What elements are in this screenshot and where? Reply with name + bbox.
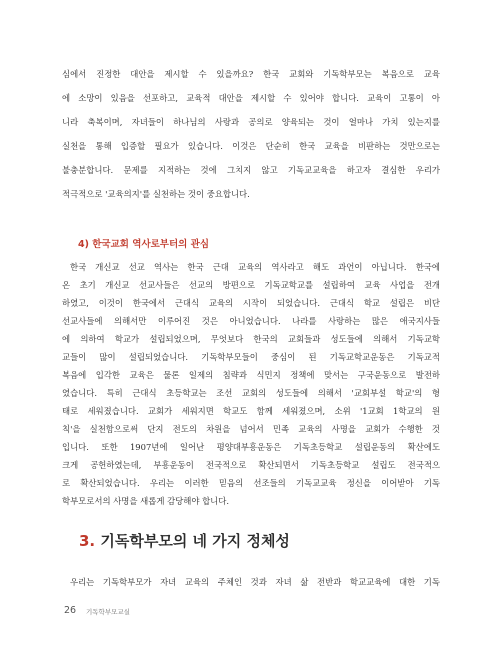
- text-line: 우리는 기독학부모가 자녀 교육의 주체인 것과 자녀 삶 전반과 학교교육에 대한 기독: [70, 577, 440, 587]
- text-line: 에 소망이 있음을 선포하고, 교육적 대안을 제시할 수 있어야 합니다. 교육이 고통이 아: [62, 93, 440, 103]
- text-line: 복음에 입각한 교육은 물론 일제의 침략과 식민지 정책에 맞서는 구국운동으로 발전하: [62, 370, 440, 380]
- text-line: 적극적으로 '교육의지'를 실천하는 것이 중요합니다.: [62, 189, 250, 199]
- text-line: 심에서 진정한 대안을 제시할 수 있을까요? 한국 교회와 기독학부모는 복음으로 교육: [62, 69, 440, 79]
- text-line: 입니다. 또한 1907년에 일어난 평양대부흥운동은 기독초등학교 설립운동의 확산에도: [62, 442, 440, 452]
- text-line: 온 초기 개신교 선교사들은 선교의 방편으로 기독교학교를 설립하여 교육 사업을 전개: [62, 280, 440, 290]
- text-line: 한국 개신교 선교 역사는 한국 근대 교육의 역사라고 해도 과언이 아닙니다. 한국에: [70, 262, 440, 272]
- chapter-number: 3.: [79, 532, 96, 550]
- text-line: 태로 세워졌습니다. 교회가 세워지면 학교도 함께 세워졌으며, 소위 '1교회 1학교의 원: [62, 406, 440, 416]
- text-line: 교들이 많이 설립되었습니다. 기독학부모들이 중심이 된 기독교학교운동은 기독교적: [62, 352, 440, 362]
- page-number: 26: [64, 605, 77, 616]
- text-line: 선교사들에 의해서만 이루어진 것은 아니었습니다. 나라를 사랑하는 많은 애국지사들: [62, 316, 440, 326]
- section-heading: 4) 한국교회 역사로부터의 관심: [78, 239, 209, 250]
- text-line: 니라 축복이며, 자녀들이 하나님의 사랑과 공의로 양육되는 것이 얼마나 가치 있는지를: [62, 117, 440, 127]
- text-line: 불충분합니다. 문제를 지적하는 것에 그치지 않고 기독교교육을 하고자 결심한 우리가: [62, 165, 440, 175]
- text-line: 하였고, 이것이 한국에서 근대식 교육의 시작이 되었습니다. 근대식 학교 설립은 비단: [62, 298, 440, 308]
- text-line: 였습니다. 특히 근대식 초등학교는 조선 교회의 성도들에 의해서 '교회부설 학교'의 형: [62, 388, 440, 398]
- text-line: 로 확산되었습니다. 우리는 이러한 믿음의 선조들의 기독교교육 정신을 이어받아 기독: [62, 478, 440, 488]
- text-line: 칙'을 실천함으로써 단지 전도의 차원을 넘어서 민족 교육의 사명을 교회가 수행한 것: [62, 424, 440, 434]
- chapter-title: 기독학부모의 네 가지 정체성: [100, 532, 290, 550]
- text-line: 실천을 통해 입증할 필요가 있습니다. 이것은 단순히 한국 교육을 비판하는 것만으로는: [62, 141, 440, 151]
- chapter-heading: [79, 530, 290, 551]
- text-line: 에 의하여 학교가 설립되었으며, 무엇보다 한국의 교회들과 성도들에 의해서 기독교학: [62, 334, 440, 344]
- text-line: 학부모로서의 사명을 새롭게 감당해야 합니다.: [62, 496, 230, 506]
- text-line: 크게 공헌하였는데, 부흥운동이 전국적으로 확산되면서 기독초등학교 설립도 전국적으: [62, 460, 440, 470]
- running-footer-title: 기독학부모교실: [86, 608, 130, 616]
